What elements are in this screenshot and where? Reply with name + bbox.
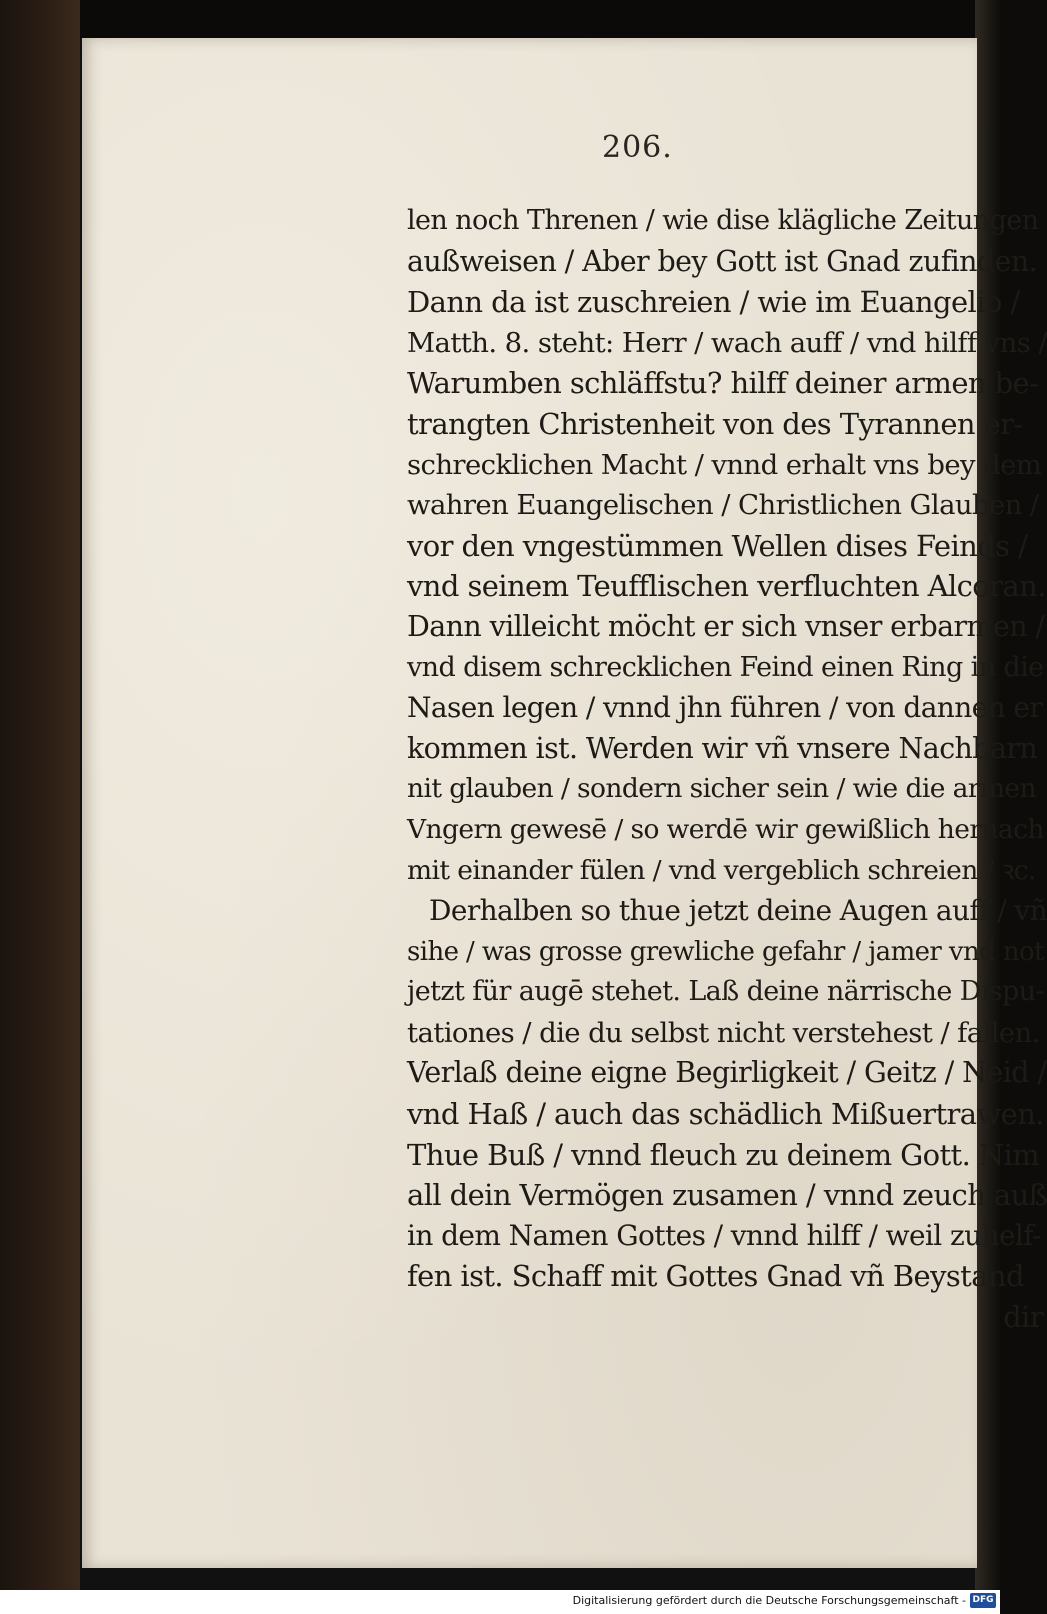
text-line: Warumben schläffstu? hilff deiner armen be- [407, 366, 1039, 401]
book-page [82, 38, 1047, 1568]
text-line: sihe / was grosse grewliche gefahr / jamer vnd not [407, 936, 1044, 967]
text-line: len noch Threnen / wie dise klägliche Zeitungen [407, 205, 1039, 236]
text-line: Derhalben so thue jetzt deine Augen auff / vñ [429, 894, 1047, 928]
text-line: nit glauben / sondern sicher sein / wie die armen [407, 773, 1036, 805]
text-line: vnd Haß / auch das schädlich Mißuertrawen. [407, 1097, 1044, 1132]
text-line: schrecklichen Macht / vnnd erhalt vns bey dem [407, 448, 1042, 481]
text-line: Nasen legen / vnnd jhn führen / von dannen er [407, 691, 1043, 725]
text-line: vnd disem schrecklichen Feind einen Ring in die [407, 651, 1044, 683]
text-line: Verlaß deine eigne Begirligkeit / Geitz / Neid / [407, 1056, 1047, 1090]
text-line: außweisen / Aber bey Gott ist Gnad zufinden. [407, 244, 1038, 278]
text-line: Dann villeicht möcht er sich vnser erbarmen / [407, 609, 1045, 643]
text-line: Vngern gewesē / so werdē wir gewißlich hernach [407, 813, 1044, 845]
text-line: jetzt für augē stehet. Laß deine närrische Dispu- [407, 976, 1045, 1008]
text-line: vor den vngestümmen Wellen dises Feinds / [407, 528, 1028, 563]
text-block [407, 201, 1047, 1338]
text-line: wahren Euangelischen / Christlichen Glauben / [407, 489, 1039, 522]
footer-credit: Digitalisierung gefördert durch die Deutsche Forschungsgemeinschaft - [572, 1594, 966, 1607]
text-line: trangten Christenheit von des Tyrannen er- [407, 406, 1023, 441]
page-number: 206. [602, 130, 673, 165]
text-line: Thue Buß / vnnd fleuch zu deinem Gott. Nim [407, 1137, 1040, 1172]
text-line: vnd seinem Teufflischen verfluchten Alcoran. [407, 569, 1046, 604]
dfg-logo: DFG [970, 1593, 996, 1608]
text-line: fen ist. Schaff mit Gottes Gnad vñ Beystand [407, 1259, 1024, 1294]
top-edge [0, 0, 1000, 38]
text-line: mit einander fülen / vnd vergeblich schreien / ꝛc. [407, 854, 1036, 886]
text-line: Matth. 8. steht: Herr / wach auff / vnd hilff vns / [407, 326, 1047, 359]
text-line: Dann da ist zuschreien / wie im Euangelio / [407, 285, 1020, 320]
book-binding [0, 0, 80, 1590]
text-line: in dem Namen Gottes / vnnd hilff / weil zuhelf- [407, 1218, 1041, 1252]
catchword: dir [1003, 1300, 1043, 1335]
text-line: tationes / die du selbst nicht verstehest / fallen. [407, 1016, 1040, 1049]
text-line: kommen ist. Werden wir vñ vnsere Nachbarn [407, 731, 1038, 765]
text-line: all dein Vermögen zusamen / vnnd zeuch auß [407, 1178, 1047, 1213]
